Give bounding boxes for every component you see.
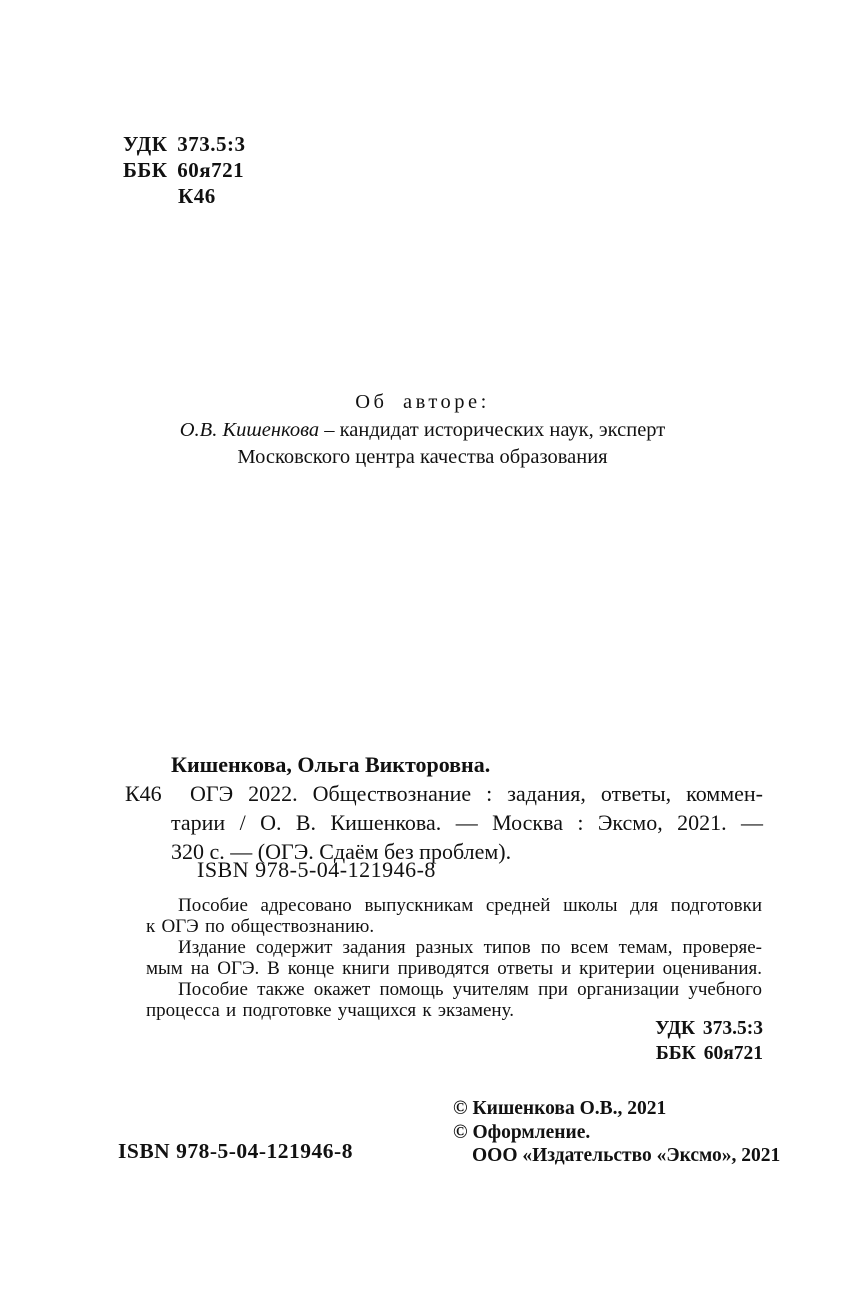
bbk-number-bottom: ББК 60я721 bbox=[655, 1043, 763, 1064]
catalog-line: тарии / О. В. Кишенкова. — Москва : Эксмо, 2021. — bbox=[171, 810, 763, 835]
author-name: О.В. Кишенкова bbox=[179, 418, 320, 441]
annotation-block bbox=[146, 895, 762, 1021]
catalog-entry bbox=[125, 750, 763, 866]
udk-number-bottom: УДК 373.5:3 bbox=[655, 1018, 763, 1039]
udk-bbk-top-block bbox=[123, 131, 245, 209]
author-description: – кандидат исторических наук, эксперт bbox=[324, 418, 666, 441]
udk-number: УДК 373.5:3 bbox=[123, 132, 246, 156]
annotation-line: Пособие адресовано выпускникам средней школы для подготовки bbox=[178, 895, 762, 916]
catalog-line: ОГЭ 2022. Обществознание : задания, ответы, коммен- bbox=[190, 781, 763, 806]
copyright-block bbox=[453, 1097, 780, 1168]
udk-bbk-bottom-block bbox=[655, 1016, 763, 1066]
about-author-block bbox=[0, 389, 845, 472]
copyright-publisher-line: ООО «Издательство «Эксмо», 2021 bbox=[472, 1145, 781, 1166]
author-sign-code: К46 bbox=[178, 184, 216, 208]
author-affiliation: Московского центра качества образования bbox=[237, 446, 608, 468]
catalog-line: 320 с. — (ОГЭ. Сдаём без проблем). bbox=[171, 839, 512, 864]
catalog-author-sign: К46 bbox=[125, 781, 162, 806]
about-author-line bbox=[0, 417, 845, 445]
annotation-line: к ОГЭ по обществознанию. bbox=[146, 916, 375, 937]
catalog-text bbox=[171, 750, 763, 866]
catalog-author-heading: Кишенкова, Ольга Викторовна. bbox=[171, 752, 491, 777]
about-author-heading: Об авторе: bbox=[355, 391, 490, 413]
annotation-line: Пособие также окажет помощь учителям при организации учебного bbox=[178, 979, 762, 1000]
copyright-author-line: © Кишенкова О.В., 2021 bbox=[453, 1098, 667, 1119]
bbk-number: ББК 60я721 bbox=[123, 158, 245, 182]
isbn-catalog: ISBN 978-5-04-121946-8 bbox=[197, 857, 436, 882]
copyright-design-line: © Оформление. bbox=[453, 1121, 591, 1143]
annotation-line: мым на ОГЭ. В конце книги приводятся ответы и критерии оценивания. bbox=[146, 958, 762, 979]
isbn-bottom: ISBN 978-5-04-121946-8 bbox=[118, 1139, 353, 1163]
annotation-line: процесса и подготовке учащихся к экзамену. bbox=[146, 1000, 514, 1021]
annotation-line: Издание содержит задания разных типов по всем темам, проверяе- bbox=[178, 937, 762, 958]
